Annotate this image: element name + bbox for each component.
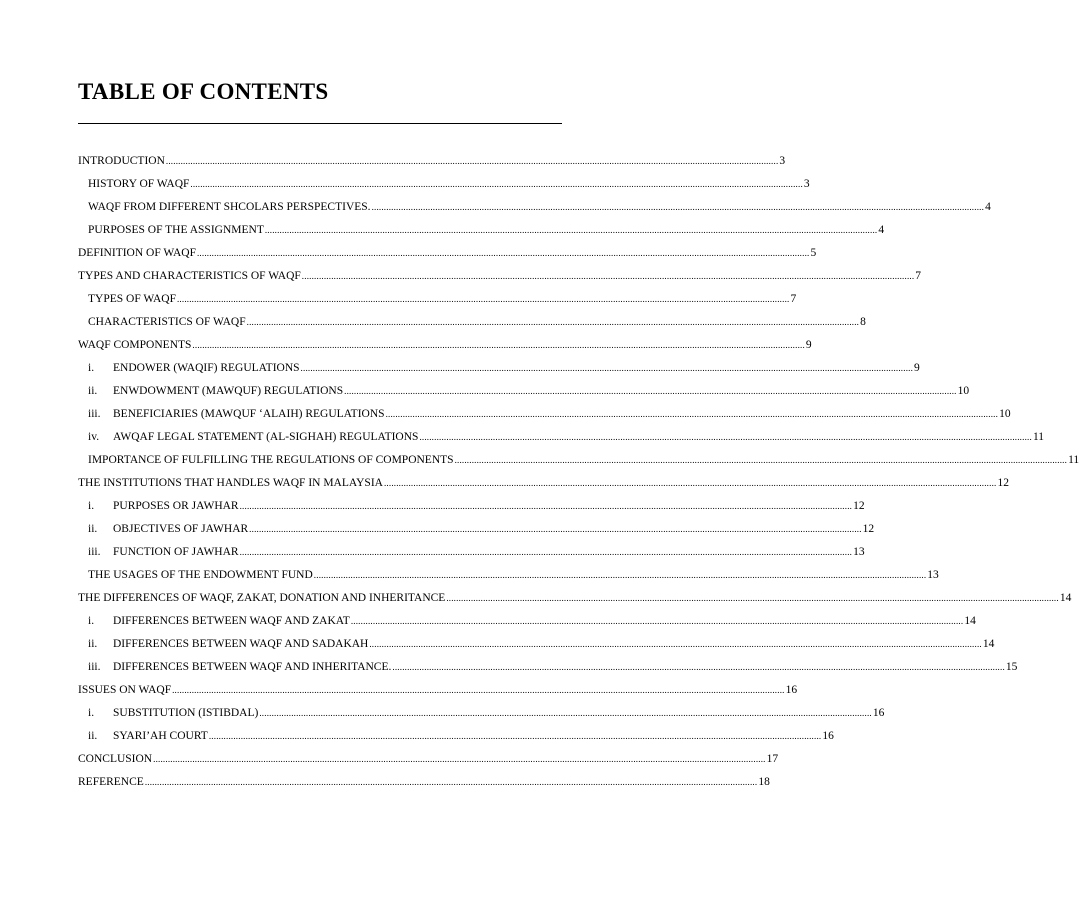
- toc-entry-number: i.: [88, 362, 95, 374]
- toc-page-number: 5: [810, 247, 817, 259]
- toc-entry[interactable]: [78, 403, 1011, 426]
- toc-page-number: 17: [766, 753, 779, 765]
- toc-entry[interactable]: [78, 265, 922, 288]
- toc-dot-leader: [192, 334, 805, 357]
- toc-entry-title: THE DIFFERENCES OF WAQF, ZAKAT, DONATION AND INHERITANCE: [78, 592, 446, 604]
- table-of-contents: [78, 150, 1079, 794]
- toc-dot-leader: [259, 702, 872, 725]
- toc-dot-leader: [209, 725, 822, 748]
- toc-page-number: 16: [785, 684, 798, 696]
- toc-entry[interactable]: [78, 748, 779, 771]
- toc-page-number: 4: [985, 201, 991, 213]
- toc-page-number: 11: [1068, 454, 1079, 466]
- toc-entry[interactable]: [78, 541, 865, 564]
- toc-entry[interactable]: [78, 196, 991, 219]
- toc-entry-number: i.: [88, 500, 95, 512]
- toc-entry[interactable]: [78, 518, 875, 541]
- toc-dot-leader: [166, 150, 779, 173]
- toc-dot-leader: [419, 426, 1032, 449]
- toc-entry-title: TYPES OF WAQF: [88, 293, 176, 305]
- toc-page-number: 12: [997, 477, 1009, 489]
- toc-entry[interactable]: [78, 173, 810, 196]
- toc-page-number: 10: [999, 408, 1011, 420]
- toc-dot-leader: [446, 587, 1059, 610]
- toc-page-number: 9: [914, 362, 920, 374]
- toc-dot-leader: [240, 541, 853, 564]
- toc-dot-leader: [249, 518, 862, 541]
- toc-entry[interactable]: [78, 633, 995, 656]
- toc-entry-title: CONCLUSION: [78, 753, 153, 765]
- toc-dot-leader: [344, 380, 957, 403]
- toc-page-number: 9: [805, 339, 812, 351]
- toc-page-number: 18: [758, 776, 770, 788]
- toc-entry[interactable]: [78, 495, 865, 518]
- toc-page-number: 15: [1005, 661, 1018, 673]
- toc-page-number: 3: [803, 178, 810, 190]
- toc-dot-leader: [392, 656, 1005, 679]
- toc-entry-title: HISTORY OF WAQF: [88, 178, 190, 190]
- toc-entry-title: DIFFERENCES BETWEEN WAQF AND ZAKAT: [113, 615, 350, 627]
- toc-page-number: 12: [862, 523, 875, 535]
- toc-page-number: 14: [1059, 592, 1072, 604]
- toc-dot-leader: [351, 610, 964, 633]
- toc-entry[interactable]: [78, 610, 976, 633]
- toc-entry-number: ii.: [88, 730, 98, 742]
- toc-page-number: 4: [878, 224, 885, 236]
- toc-page-number: 11: [1032, 431, 1045, 443]
- toc-entry-title: AWQAF LEGAL STATEMENT (AL-SIGHAH) REGULATIONS: [113, 431, 419, 443]
- toc-entry-number: ii.: [88, 638, 98, 650]
- toc-entry-number: ii.: [88, 385, 98, 397]
- toc-entry-number: ii.: [88, 523, 98, 535]
- toc-page-number: 7: [915, 270, 922, 282]
- toc-entry-title: SYARI’AH COURT: [113, 730, 208, 742]
- toc-entry-title: ENWDOWMENT (MAWQUF) REGULATIONS: [113, 385, 344, 397]
- toc-dot-leader: [240, 495, 853, 518]
- toc-entry-number: iii.: [88, 408, 101, 420]
- toc-entry-number: i.: [88, 707, 95, 719]
- toc-entry-title: BENEFICIARIES (MAWQUF ‘ALAIH) REGULATIONS: [113, 408, 385, 420]
- toc-entry-number: iv.: [88, 431, 100, 443]
- toc-entry-title: REFERENCE: [78, 776, 144, 788]
- toc-entry-title: THE INSTITUTIONS THAT HANDLES WAQF IN MALAYSIA: [78, 477, 383, 489]
- toc-entry-number: iii.: [88, 546, 101, 558]
- toc-entry-title: SUBSTITUTION (ISTIBDAL): [113, 707, 259, 719]
- toc-dot-leader: [265, 219, 878, 242]
- toc-dot-leader: [314, 564, 927, 587]
- toc-page-number: 13: [853, 546, 865, 558]
- toc-entry[interactable]: [78, 449, 1079, 472]
- toc-dot-leader: [372, 196, 985, 219]
- toc-entry[interactable]: [78, 702, 885, 725]
- toc-entry[interactable]: [78, 150, 786, 173]
- toc-dot-leader: [301, 357, 914, 380]
- toc-dot-leader: [153, 748, 766, 771]
- toc-entry[interactable]: [78, 357, 920, 380]
- toc-dot-leader: [177, 288, 790, 311]
- toc-entry[interactable]: [78, 334, 812, 357]
- toc-entry[interactable]: [78, 587, 1072, 610]
- toc-page-number: 3: [779, 155, 786, 167]
- toc-entry-title: FUNCTION OF JAWHAR: [113, 546, 239, 558]
- toc-page-number: 14: [982, 638, 995, 650]
- toc-entry[interactable]: [78, 288, 797, 311]
- toc-dot-leader: [197, 242, 810, 265]
- toc-entry-title: DIFFERENCES BETWEEN WAQF AND SADAKAH: [113, 638, 369, 650]
- toc-page-number: 16: [872, 707, 885, 719]
- toc-dot-leader: [247, 311, 860, 334]
- toc-entry[interactable]: [78, 219, 885, 242]
- toc-entry-title: WAQF FROM DIFFERENT SHCOLARS PERSPECTIVES.: [88, 201, 371, 213]
- toc-dot-leader: [172, 679, 785, 702]
- toc-dot-leader: [384, 472, 997, 495]
- toc-entry-title: DIFFERENCES BETWEEN WAQF AND INHERITANCE.: [113, 661, 392, 673]
- toc-page-number: 14: [964, 615, 976, 627]
- toc-dot-leader: [302, 265, 915, 288]
- toc-page-number: 12: [853, 500, 865, 512]
- toc-page-number: 13: [927, 569, 939, 581]
- title-divider: [78, 123, 562, 124]
- toc-entry-title: ENDOWER (WAQIF) REGULATIONS: [113, 362, 300, 374]
- toc-entry-title: DEFINITION OF WAQF: [78, 247, 196, 259]
- toc-entry-title: ISSUES ON WAQF: [78, 684, 172, 696]
- toc-entry[interactable]: [78, 564, 939, 587]
- toc-entry-title: THE USAGES OF THE ENDOWMENT FUND: [88, 569, 313, 581]
- page-title: TABLE OF CONTENTS: [78, 79, 329, 104]
- toc-entry[interactable]: [78, 771, 770, 794]
- toc-page-number: 7: [790, 293, 797, 305]
- toc-entry[interactable]: [78, 380, 970, 403]
- toc-dot-leader: [386, 403, 999, 426]
- toc-entry-title: OBJECTIVES OF JAWHAR: [113, 523, 249, 535]
- toc-entry[interactable]: [78, 725, 834, 748]
- toc-entry-title: CHARACTERISTICS OF WAQF: [88, 316, 246, 328]
- toc-entry[interactable]: [78, 242, 817, 265]
- toc-dot-leader: [455, 449, 1068, 472]
- toc-entry-title: WAQF COMPONENTS: [78, 339, 192, 351]
- toc-entry-title: PURPOSES OF THE ASSIGNMENT: [88, 224, 264, 236]
- toc-entry-title: TYPES AND CHARACTERISTICS OF WAQF: [78, 270, 301, 282]
- toc-page-number: 10: [957, 385, 970, 397]
- toc-dot-leader: [369, 633, 982, 656]
- toc-dot-leader: [145, 771, 758, 794]
- toc-entry-title: INTRODUCTION: [78, 155, 165, 167]
- toc-entry-title: PURPOSES OR JAWHAR: [113, 500, 239, 512]
- toc-entry-title: IMPORTANCE OF FULFILLING THE REGULATIONS OF COMPONENTS: [88, 454, 454, 466]
- toc-page-number: 8: [860, 316, 866, 328]
- toc-entry-number: i.: [88, 615, 95, 627]
- toc-entry[interactable]: [78, 426, 1045, 449]
- toc-entry[interactable]: [78, 311, 866, 334]
- toc-entry[interactable]: [78, 679, 798, 702]
- toc-entry[interactable]: [78, 656, 1018, 679]
- toc-entry[interactable]: [78, 472, 1009, 495]
- toc-entry-number: iii.: [88, 661, 101, 673]
- toc-page-number: 16: [822, 730, 834, 742]
- toc-dot-leader: [190, 173, 803, 196]
